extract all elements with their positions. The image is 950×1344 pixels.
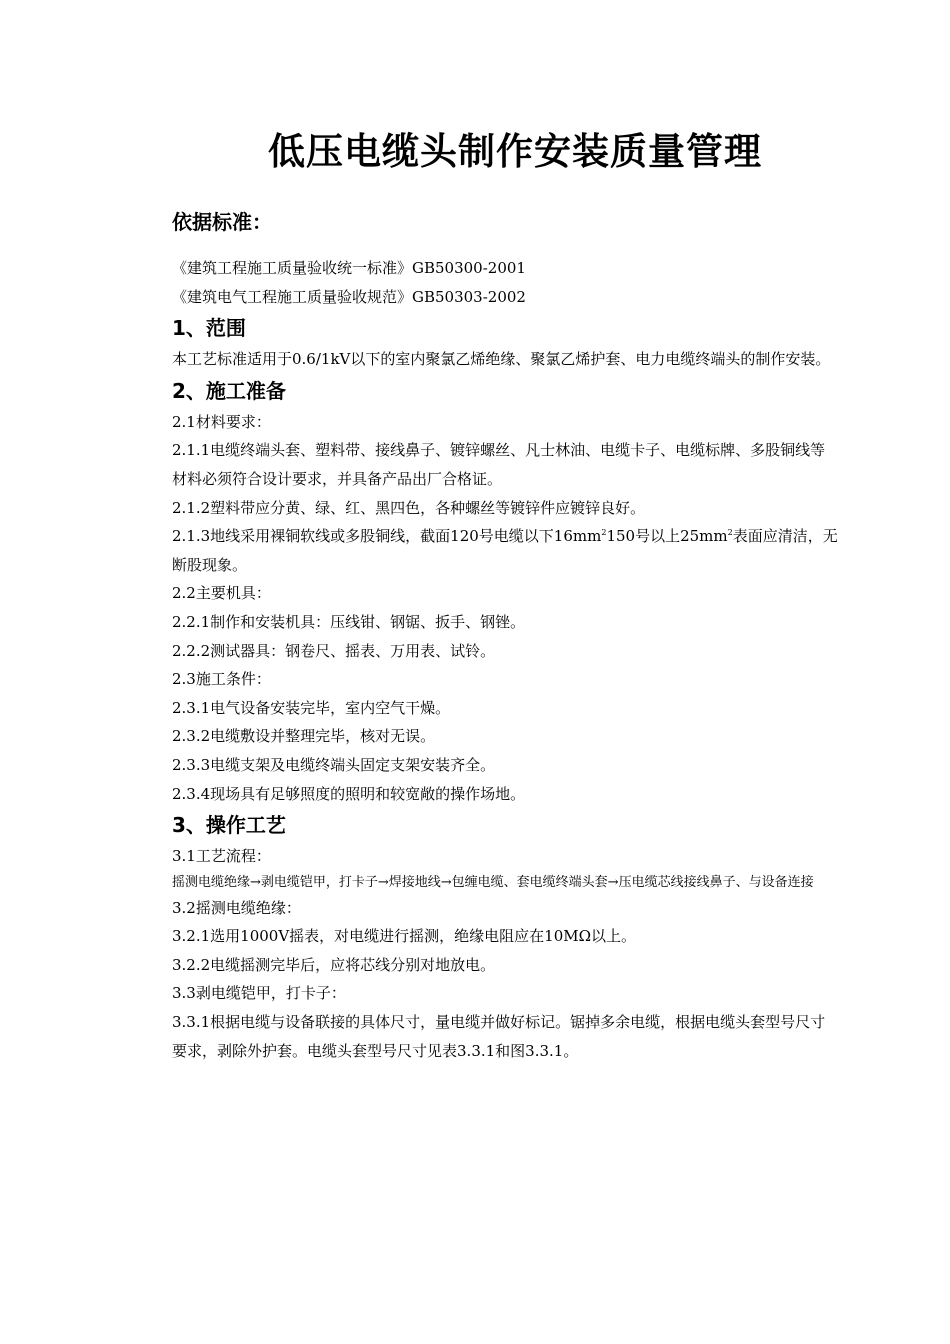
document-body <box>172 200 838 1065</box>
paragraph: 2.2.1制作和安装机具：压线钳、钢锯、扳手、钢锉。 <box>172 612 526 631</box>
paragraph: 2.2.2测试器具：钢卷尺、摇表、万用表、试铃。 <box>172 641 496 660</box>
paragraph: 3.3.1根据电缆与设备联接的具体尺寸，量电缆并做好标记。锯掉多余电缆，根据电缆头套型号尺寸要求，剥除外护套。电缆头套型号尺寸见表3.3.1和图3.3.1。 <box>172 1013 826 1060</box>
paragraph: 2.3施工条件： <box>172 670 271 689</box>
basis-heading: 依据标准： <box>172 210 272 234</box>
superscript: 2 <box>601 528 607 538</box>
basis-item: 《建筑工程施工质量验收统一标准》GB50300-2001 <box>172 259 526 277</box>
text-run: 2.1.3地线采用裸铜软线或多股铜线，截面120号电缆以下16mm <box>172 527 602 546</box>
document-title: 低压电缆头制作安装质量管理 <box>268 130 762 173</box>
basis-item: 《建筑电气工程施工质量验收规范》GB50303-2002 <box>172 287 526 306</box>
section-1-text: 本工艺标准适用于0.6/1kV以下的室内聚氯乙烯绝缘、聚氯乙烯护套、电力电缆终端头的制作安装。 <box>172 350 831 369</box>
paragraph: 2.1.2塑料带应分黄、绿、红、黑四色，各种螺丝等镀锌件应镀锌良好。 <box>172 498 646 517</box>
text-run: 表面应清洁，无断股现象。 <box>172 527 838 574</box>
paragraph-2-1-3 <box>172 522 838 579</box>
paragraph: 2.3.4现场具有足够照度的照明和较宽敞的操作场地。 <box>172 784 526 803</box>
paragraph: 3.2.2电缆摇测完毕后，应将芯线分别对地放电。 <box>172 955 496 974</box>
paragraph: 3.2摇测电缆绝缘： <box>172 898 301 917</box>
section-3-heading: 3、操作工艺 <box>172 813 286 838</box>
paragraph: 2.2主要机具： <box>172 584 271 603</box>
paragraph: 2.3.2电缆敷设并整理完毕，核对无误。 <box>172 727 436 746</box>
paragraph: 2.3.1电气设备安装完毕，室内空气干燥。 <box>172 698 451 717</box>
text-run: 150号以上25mm <box>606 527 728 546</box>
superscript: 2 <box>727 528 733 538</box>
paragraph: 3.1工艺流程： <box>172 847 271 866</box>
process-flow: 摇测电缆绝缘→剥电缆铠甲，打卡子→焊接地线→包缠电缆、套电缆终端头套→压电缆芯线接线鼻子、与设备连接 <box>172 874 814 890</box>
section-2-heading: 2、施工准备 <box>172 378 286 403</box>
paragraph: 2.1材料要求： <box>172 412 271 431</box>
paragraph: 3.2.1选用1000V摇表，对电缆进行摇测，绝缘电阻应在10MΩ以上。 <box>172 927 637 946</box>
paragraph: 2.3.3电缆支架及电缆终端头固定支架安装齐全。 <box>172 755 496 774</box>
paragraph: 3.3剥电缆铠甲，打卡子： <box>172 984 346 1003</box>
paragraph: 2.1.1电缆终端头套、塑料带、接线鼻子、镀锌螺丝、凡士林油、电缆卡子、电缆标牌、多股铜线等材料必须符合设计要求，并具备产品出厂合格证。 <box>172 441 826 488</box>
section-1-heading: 1、范围 <box>172 316 246 341</box>
